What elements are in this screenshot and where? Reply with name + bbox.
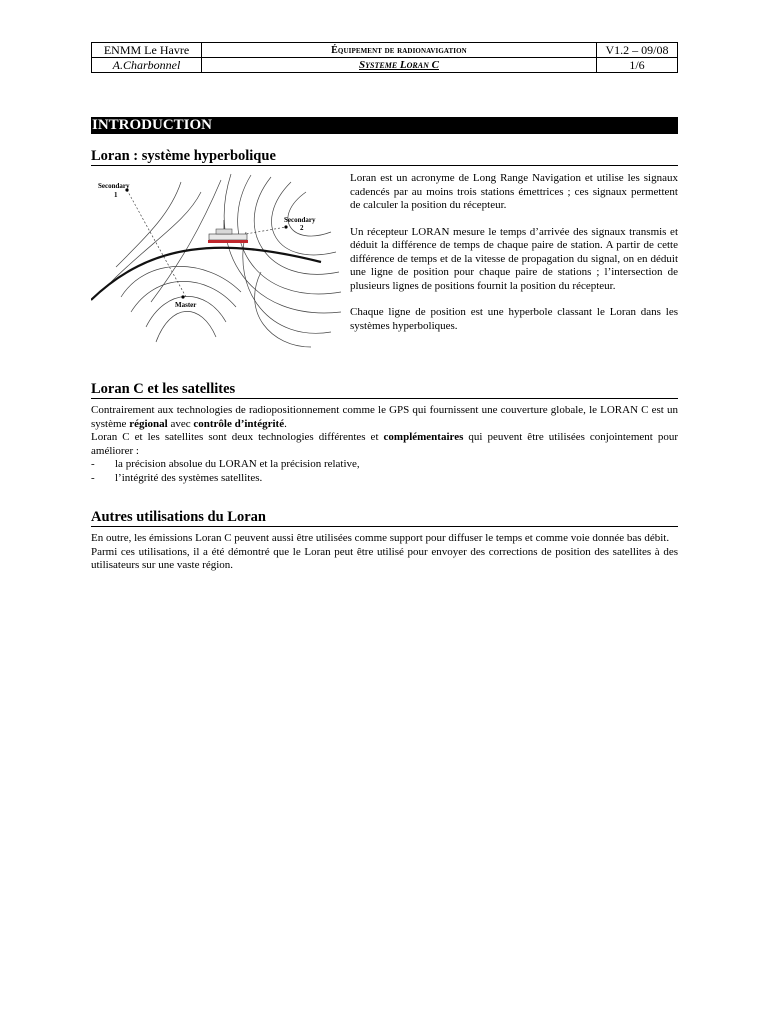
section-heading: Loran : système hyperbolique (91, 148, 678, 166)
intro-bar: INTRODUCTION (91, 117, 678, 134)
hyperbola-diagram (91, 172, 343, 352)
master-marker (181, 295, 184, 298)
header-table (91, 42, 678, 73)
section1-text (350, 172, 678, 352)
section-heading: Loran C et les satellites (91, 381, 678, 399)
header-title: Équipement de radionavigation (202, 43, 597, 58)
header-author: A.Charbonnel (92, 58, 202, 73)
list-item: - la précision absolue du LORAN et la précision relative, (91, 458, 360, 470)
secondary-1-number: 1 (114, 191, 118, 199)
header-subtitle: Systeme Loran C (202, 58, 597, 73)
paragraph: Parmi ces utilisations, il a été démontré que le Loran peut être utilisé pour envoyer des corrections de position des satellites à des utilisateurs sur une vaste région. (91, 545, 678, 571)
secondary-1-label: Secondary (98, 182, 130, 190)
paragraph: Contrairement aux technologies de radiopositionnement comme le GPS qui fournissent une couverture globale, le LORAN C est un système régional avec contrôle d’intégrité. (91, 404, 678, 430)
secondary-2-marker (284, 225, 287, 228)
paragraph: En outre, les émissions Loran C peuvent aussi être utilisées comme support pour diffuser le temps et comme voie donnée bas débit. (91, 532, 670, 544)
header-version: V1.2 – 09/08 (597, 43, 678, 58)
paragraph: Loran C et les satellites sont deux technologies différentes et complémentaires qui peuvent être utilisées conjointement pour améliorer : (91, 431, 678, 457)
secondary-2-label: Secondary (284, 216, 316, 224)
master-label: Master (175, 301, 197, 309)
ship-icon (208, 220, 248, 243)
document-page (91, 42, 678, 573)
section-heading: Autres utilisations du Loran (91, 509, 678, 527)
header-page-number: 1/6 (597, 58, 678, 73)
hyperbolic-figure (91, 172, 343, 352)
secondary-2-number: 2 (300, 224, 304, 232)
section-loran-hyperbolic (91, 148, 678, 352)
paragraph: Un récepteur LORAN mesure le temps d’arrivée des signaux transmis et déduit la différence de temps de chaque paire de station. A partir de cette différence de temps et de la vitesse de propagation du signal, on en déduit une ligne de position pour chaque paire de stations ; l’intersection de plusieurs lignes de positions fournit la position du récepteur. (350, 225, 678, 292)
paragraph: Loran est un acronyme de Long Range Navigation et utilise les signaux cadencés par au moins trois stations émettrices ; ces signaux permettent de calculer la position du récepteur. (350, 172, 678, 211)
section-loran-satellites (91, 381, 678, 485)
header-org: ENMM Le Havre (92, 43, 202, 58)
list-item: - l’intégrité des systèmes satellites. (91, 471, 263, 484)
section-other-uses (91, 509, 678, 573)
paragraph: Chaque ligne de position est une hyperbole classant le Loran dans les systèmes hyperboliques. (350, 306, 678, 332)
